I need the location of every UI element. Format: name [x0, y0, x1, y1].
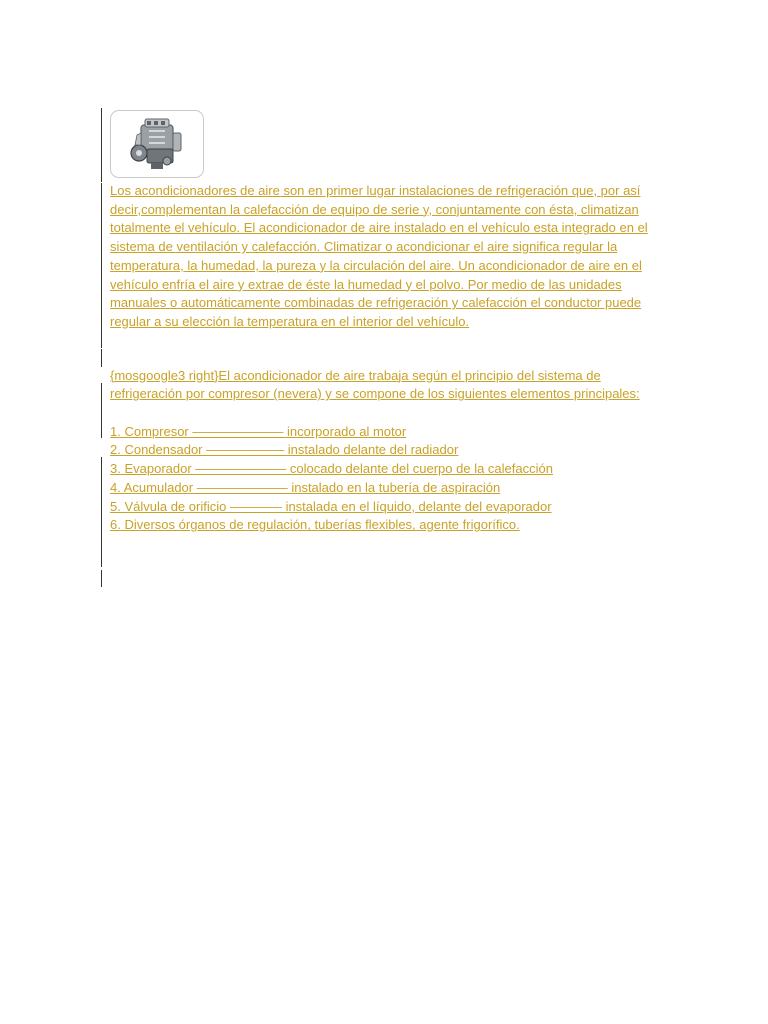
change-bar	[101, 349, 102, 367]
list-item: 5. Válvula de orificio ———— instalada en el líquido, delante del evaporador	[110, 498, 552, 514]
list-item: 2. Condensador —————— instalado delante del radiador	[110, 442, 459, 458]
list-item: 6. Diversos órganos de regulación, tuberías flexibles, agente frigorífico.	[110, 517, 520, 533]
intro-paragraph: Los acondicionadores de aire son en primer lugar instalaciones de refrigeración que, por así decir,complementan la calefacción de equipo de serie y, conjuntamente con ésta, climatizan totalmente el vehículo. El acondicionador de aire instalado en el vehículo esta integrado en el sistema de ventilación y calefacción. Climatizar o acondicionar el aire significa regular la temperatura, la humedad, la pureza y la circulación del aire. Un acondicionador de aire en el vehículo enfría el aire y extrae de éste la humedad y el polvo. Por medio de las unidades manuales o automáticamente combinadas de refrigeración y calefacción el conductor puede regular a su elección la temperatura en el interior del vehículo.	[110, 183, 648, 329]
list-item: 1. Compresor ——————— incorporado al motor	[110, 423, 407, 439]
change-bar	[101, 183, 102, 348]
components-intro-paragraph: {mosgoogle3 right}El acondicionador de aire trabaja según el principio del sistema de refrigeración por compresor (nevera) y se compone de los siguientes elementos principales:	[110, 367, 640, 402]
components-list	[110, 423, 670, 535]
list-item: 4. Acumulador ——————— instalado en la tubería de aspiración	[110, 479, 501, 495]
document-body	[110, 110, 670, 535]
change-bar	[101, 108, 102, 182]
change-bar	[101, 570, 102, 587]
engine-icon	[127, 115, 187, 173]
change-bar	[101, 383, 102, 438]
engine-image[interactable]	[110, 110, 204, 178]
list-item: 3. Evaporador ——————— colocado delante del cuerpo de la calefacción	[110, 461, 553, 477]
change-bar	[101, 457, 102, 567]
